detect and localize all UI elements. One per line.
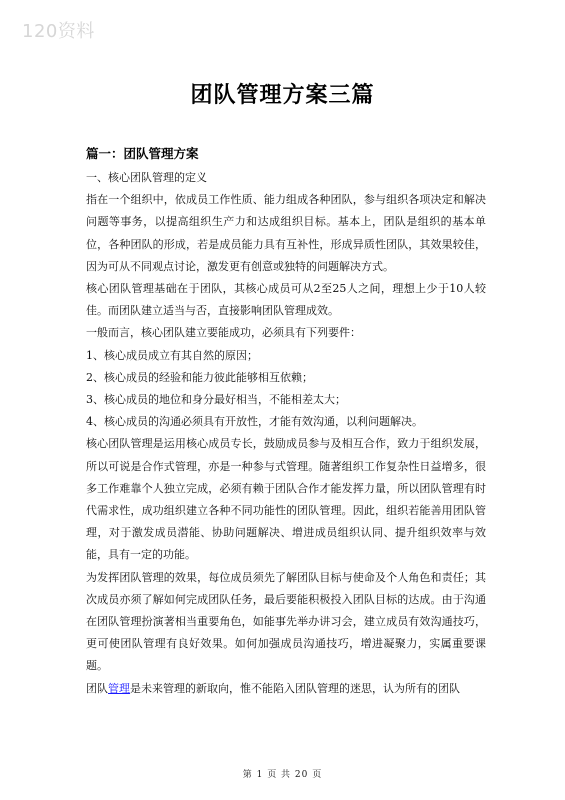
section-heading: 篇一：团队管理方案	[86, 146, 199, 161]
paragraph: 一般而言，核心团队建立要能成功，必须具有下列要件：	[86, 326, 361, 340]
document-body	[86, 167, 486, 700]
list-item: 4、核心成员的沟通必须具有开放性，才能有效沟通，以利问题解决。	[86, 415, 423, 429]
list-item: 1、核心成员成立有其自然的原因；	[86, 348, 258, 362]
paragraph-subheading: 一、核心团队管理的定义	[86, 171, 207, 184]
paragraph-text: 是未来管理的新取向，惟不能陷入团队管理的迷思，认为所有的团队	[130, 681, 460, 695]
paragraph: 核心团队管理是运用核心成员专长，鼓励成员参与及相互合作，致力于组织发展，所以可说是合作式管理，亦是一种参与式管理。随著组织工作复杂性日益增多，很多工作难靠个人独立完成，必须有赖于团队合作才能发挥力量，所以团队管理有时代需求性，成功组织建立各种不同功能性的团队管理。因此，组织若能善用团队管理，对于激发成员潜能、协助问题解决、增进成员组织认同、提升组织效率与效能，具有一定的功能。	[86, 437, 486, 562]
watermark-logo: 120资料	[22, 21, 95, 42]
list-item: 2、核心成员的经验和能力彼此能够相互依赖；	[86, 370, 313, 384]
list-item: 3、核心成员的地位和身分最好相当，不能相差太大；	[86, 393, 346, 407]
paragraph-text: 团队	[86, 681, 108, 695]
document-title: 团队管理方案三篇	[190, 83, 375, 108]
paragraph: 为发挥团队管理的效果，每位成员须先了解团队目标与使命及个人角色和责任；其次成员亦须了解如何完成团队任务，最后要能积极投入团队目标的达成。由于沟通在团队管理扮演著相当重要角色，如能事先举办讲习会，建立成员有效沟通技巧，更可使团队管理有良好效果。如何加强成员沟通技巧，增进凝聚力，实属重要课题。	[86, 570, 486, 673]
paragraph: 核心团队管理基础在于团队，其核心成员可从2至25人之间，理想上少于10人较佳。而团队建立适当与否，直接影响团队管理成效。	[86, 282, 486, 318]
management-link[interactable]: 管理	[108, 681, 130, 695]
paragraph: 指在一个组织中，依成员工作性质、能力组成各种团队，参与组织各项决定和解决问题等事务，以提高组织生产力和达成组织目标。基本上，团队是组织的基本单位，各种团队的形成，若是成员能力具有互补性，形成异质性团队，其效果较佳，因为可从不同观点讨论，激发更有创意或独特的问题解决方式。	[86, 193, 486, 273]
paragraph-last	[86, 678, 486, 700]
page-footer: 第 1 页 共 20 页	[242, 770, 323, 780]
